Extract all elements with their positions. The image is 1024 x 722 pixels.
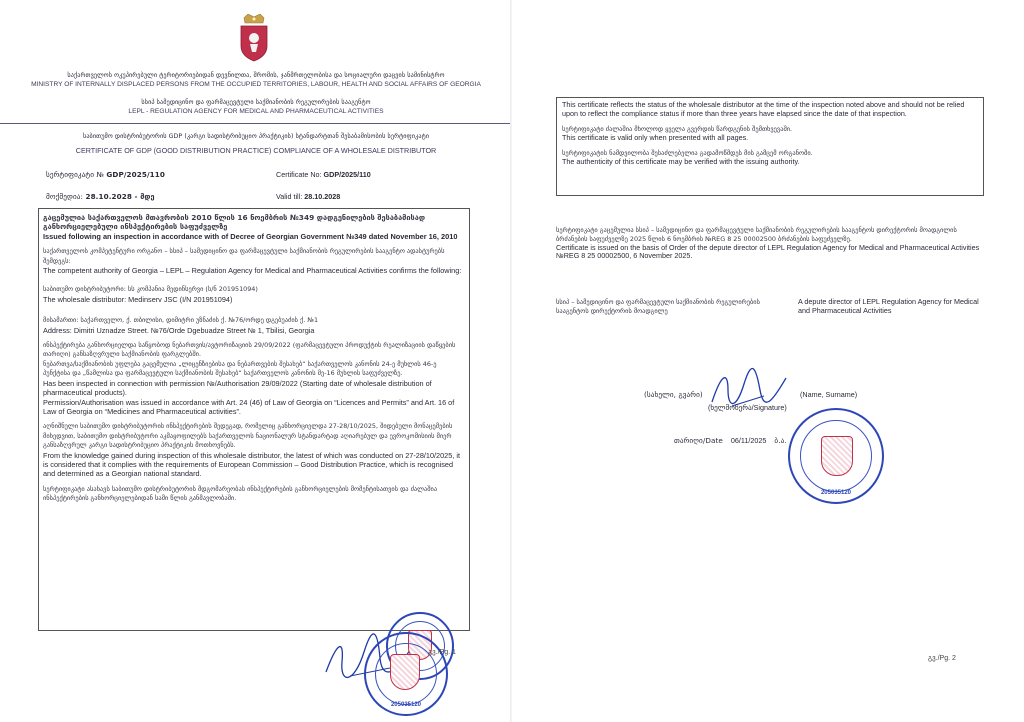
distributor-text-georgian: საბითუმო დისტრიბუტორი: სს კომპანია მედინსერვი (ს/ნ 201951094): [43, 285, 258, 294]
issued-text-english: Issued following an inspection in accordance with of Decree of Georgian Government №349 dated November 16, 2010: [43, 231, 458, 241]
stamp-number: 205035120: [820, 490, 852, 496]
official-round-stamp: [364, 632, 448, 716]
valid-until-georgian: [46, 192, 155, 201]
wholesale-distributor: [43, 285, 465, 304]
official-round-stamp: [788, 408, 884, 504]
field-label: სერტიფიკატი №: [46, 170, 104, 179]
inspected-text-georgian: ინსპექტირება განხორციელდა საწყობოდ ნებართვის/ავტორიზაციის 29/09/2022 (ფარმაცევტული პროდუქტის რეალიზაციის დაწყების თარიღი) განსაზღვრული საქმიანობის ფარგლებში.: [43, 341, 456, 359]
name-label-georgian: (სახელი, გვარი): [644, 390, 703, 399]
validity-notice-box: [556, 97, 984, 196]
permission-text-georgian: ნებართვა/საქმიანობის უფლება გაცემულია „ლიცენზიებისა და ნებართვების შესახებ“ საქართველოს კანონის 24-ე მუხლის 46-ე პუნქტისა და „წამლისა და ფარმაცევტული საქმიანობის შესახებ“ საქართველოს კანონის მე-16 მუხლის საფუძველზე.: [43, 359, 437, 378]
valid-until-english: [276, 192, 340, 201]
inspection-permission: [43, 341, 465, 416]
address-text-georgian: მისამართი: საქართველო, ქ. თბილისი, დიმიტრი უზნაძის ქ. №76/ორდე დგებუაძის ქ. №1: [43, 316, 319, 325]
signature-label: (ხელმოწერა/Signature): [708, 403, 787, 412]
order-text-english: Certificate is issued on the basis of Order of the depute director of LEPL Regulation Agency for Medical and Pharmaceutical Activities №REG 8 25 00002500, 6 November 2025.: [556, 242, 980, 261]
signatory-georgian: [556, 298, 790, 316]
order-text-georgian: სერტიფიკატი გაცემულია სსიპ – სამედიცინო და ფარმაცევტული საქმიანობის რეგულირების სააგენტოს დირექტორის მოადგილის ბრძანების საფუძველზე 2025 წლის 6 ნოემბრის №REG 8 25 00002500 ბრძანების საფუძველზე.: [556, 226, 957, 243]
validity-text-georgian: სერტიფიკატი ასახავს საბითუმო დისტრიბუტორის მდგომარეობას ინსპექტირების განხორციელების მომენტისათვის და ძალაშია ინსპექტირების განხორციელებიდან სამი წლის განმავლობაში.: [43, 484, 438, 503]
signatory-english: [798, 298, 984, 316]
compliance-text-english: From the knowledge gained during inspection of this wholesale distributor, the latest of which was conducted on 27-28/10/2025, it is considered that it complies with the requirements of European Commission – Good Distribution Practice, which is recognised and determined as a Georgian national standard.: [43, 450, 460, 479]
georgia-coat-of-arms-icon: [236, 14, 272, 62]
signatory-title-english: A depute director of LEPL Regulation Agency for Medical and Pharmaceutical Activities: [798, 297, 979, 315]
header-divider: [0, 123, 512, 124]
ministry-name-english: MINISTRY OF INTERNALLY DISPLACED PERSONS FROM THE OCCUPIED TERRITORIES, LABOUR, HEALTH AND SOCIAL AFFAIRS OF GEORGIA: [31, 81, 481, 88]
name-label-english: (Name, Surname): [800, 390, 858, 399]
field-value: 28.10.2028 - მდე: [85, 192, 155, 201]
issued-basis: [43, 213, 465, 241]
date-value: 06/11/2025: [730, 436, 767, 445]
date-label: თარიღი/Date: [674, 436, 723, 445]
agency-name-georgian: სსიპ სამედიცინო და ფარმაცევტული საქმიანობის რეგულირების სააგენტო: [141, 99, 371, 106]
field-label: Certificate No:: [276, 170, 322, 179]
authority-text-english: The competent authority of Georgia – LEPL – Regulation Agency for Medical and Pharmaceutical Activities confirms the following:: [43, 266, 462, 276]
certificate-number-english: [276, 170, 371, 179]
field-value: GDP/2025/110: [323, 170, 371, 179]
address-text-english: Address: Dimitri Uznadze Street. №76/Orde Dgebuadze Street № 1, Tbilisi, Georgia: [43, 325, 315, 335]
certificate-title-english: CERTIFICATE OF GDP (GOOD DISTRIBUTION PRACTICE) COMPLIANCE OF A WHOLESALE DISTRIBUTOR: [75, 146, 437, 155]
notice-text-english: This certificate reflects the status of the wholesale distributor at the time of the inspection noted above and should not be relied upon to reflect the compliance status if more than three years have elapsed since the date of that inspection.: [562, 100, 965, 118]
date-line: [674, 437, 787, 446]
all-pages-text-english: This certificate is valid only when presented with all pages.: [562, 132, 749, 142]
seal-abbreviation: ბ.ა.: [774, 436, 787, 445]
distributor-address: [43, 316, 465, 335]
permission-text-english: Permission/Authorisation was issued in accordance with Art. 24 (46) of Law of Georgia on “Licences and Permits” and Art. 16 of Law of Georgia on “Medicines and Pharmaceutical activities”.: [43, 397, 455, 416]
competent-authority: [43, 247, 465, 275]
validity-statement: [43, 485, 465, 504]
field-value: GDP/2025/110: [106, 170, 165, 179]
distributor-text-english: The wholesale distributor: Medinserv JSC (I/N 201951094): [43, 294, 233, 304]
field-value: 28.10.2028: [304, 192, 341, 201]
ministry-name-georgian: საქართველოს ოკუპირებული ტერიტორიებიდან დევნილთა, შრომის, ჯანმრთელობისა და სოციალური დაცვის სამინისტრო: [67, 72, 445, 79]
certificate-title-georgian: საბითუმო დისტრიბუტორის GDP (კარგი სადისტრიბუციო პრაქტიკის) სტანდარტთან შესაბამისობის სერტიფიკატი: [82, 133, 430, 140]
certificate-number-georgian: [46, 170, 165, 179]
stamp-crest-icon: [821, 436, 853, 476]
field-label: მოქმედია:: [46, 192, 84, 201]
issuance-order: [556, 226, 986, 261]
authority-text-georgian: საქართველოს კომპეტენტური ორგანო – სსიპ – სამედიცინო და ფარმაცევტული საქმიანობის რეგულირების სააგენტო ადასტურებს შემდეგს:: [43, 247, 445, 265]
compliance-text-georgian: აღნიშნული საბითუმო დისტრიბუტორის ინსპექტირების შედეგად, რომელიც განხორციელდა 27-28/10/2025, შიდებული მონაცემების მიხედვით, საბითუმო დისტრიბუტორი აკმაყოფილებს საქართველოს ნაციონალურ სტანდარტად აღიარებულ და ევროკომისიის მიერ განსაზღვრულ კარგი სადისტრიბუციო პრაქტიკის მოთხოვნებს.: [43, 422, 453, 450]
issued-text-georgian: გაცემულია საქართველოს მთავრობის 2010 წლის 16 ნოემბრის №349 დადგენილების შესაბამისად განხორციელებული ინსპექტირების საფუძველზე: [43, 213, 425, 232]
field-label: Valid till:: [276, 192, 303, 201]
compliance-statement: [43, 422, 465, 478]
agency-name-english: LEPL - REGULATION AGENCY FOR MEDICAL AND PHARMACEUTICAL ACTIVITIES: [128, 108, 384, 115]
certificate-body: [38, 208, 470, 631]
authenticity-text-english: The authenticity of this certificate may be verified with the issuing authority.: [562, 156, 800, 166]
page-number: გვ./Pg. 2: [928, 655, 956, 662]
stamp-crest-icon: [390, 654, 420, 690]
authenticity-text-georgian: სერტიფიკატის ნამდვილობა შესაძლებელია გადამოწმდეს მის გამცემ ორგანოში.: [562, 149, 813, 158]
page-number: გვ./Pg. 1: [428, 649, 456, 656]
all-pages-text-georgian: სერტიფიკატი ძალაშია მხოლოდ ყველა გვერდის წარდგენის შემთხვევაში.: [562, 125, 793, 134]
inspected-text-english: Has been inspected in connection with permission №/Authorisation 29/09/2022 (Starting date of wholesale distribution of pharmaceutical products).: [43, 378, 432, 398]
certificate-page-2: [512, 0, 1024, 722]
stamp-number: 205035120: [390, 702, 422, 708]
signatory-title-georgian: სსიპ – სამედიცინო და ფარმაცევტული საქმიანობის რეგულირების სააგენტოს დირექტორის მოადგილე: [556, 298, 760, 315]
